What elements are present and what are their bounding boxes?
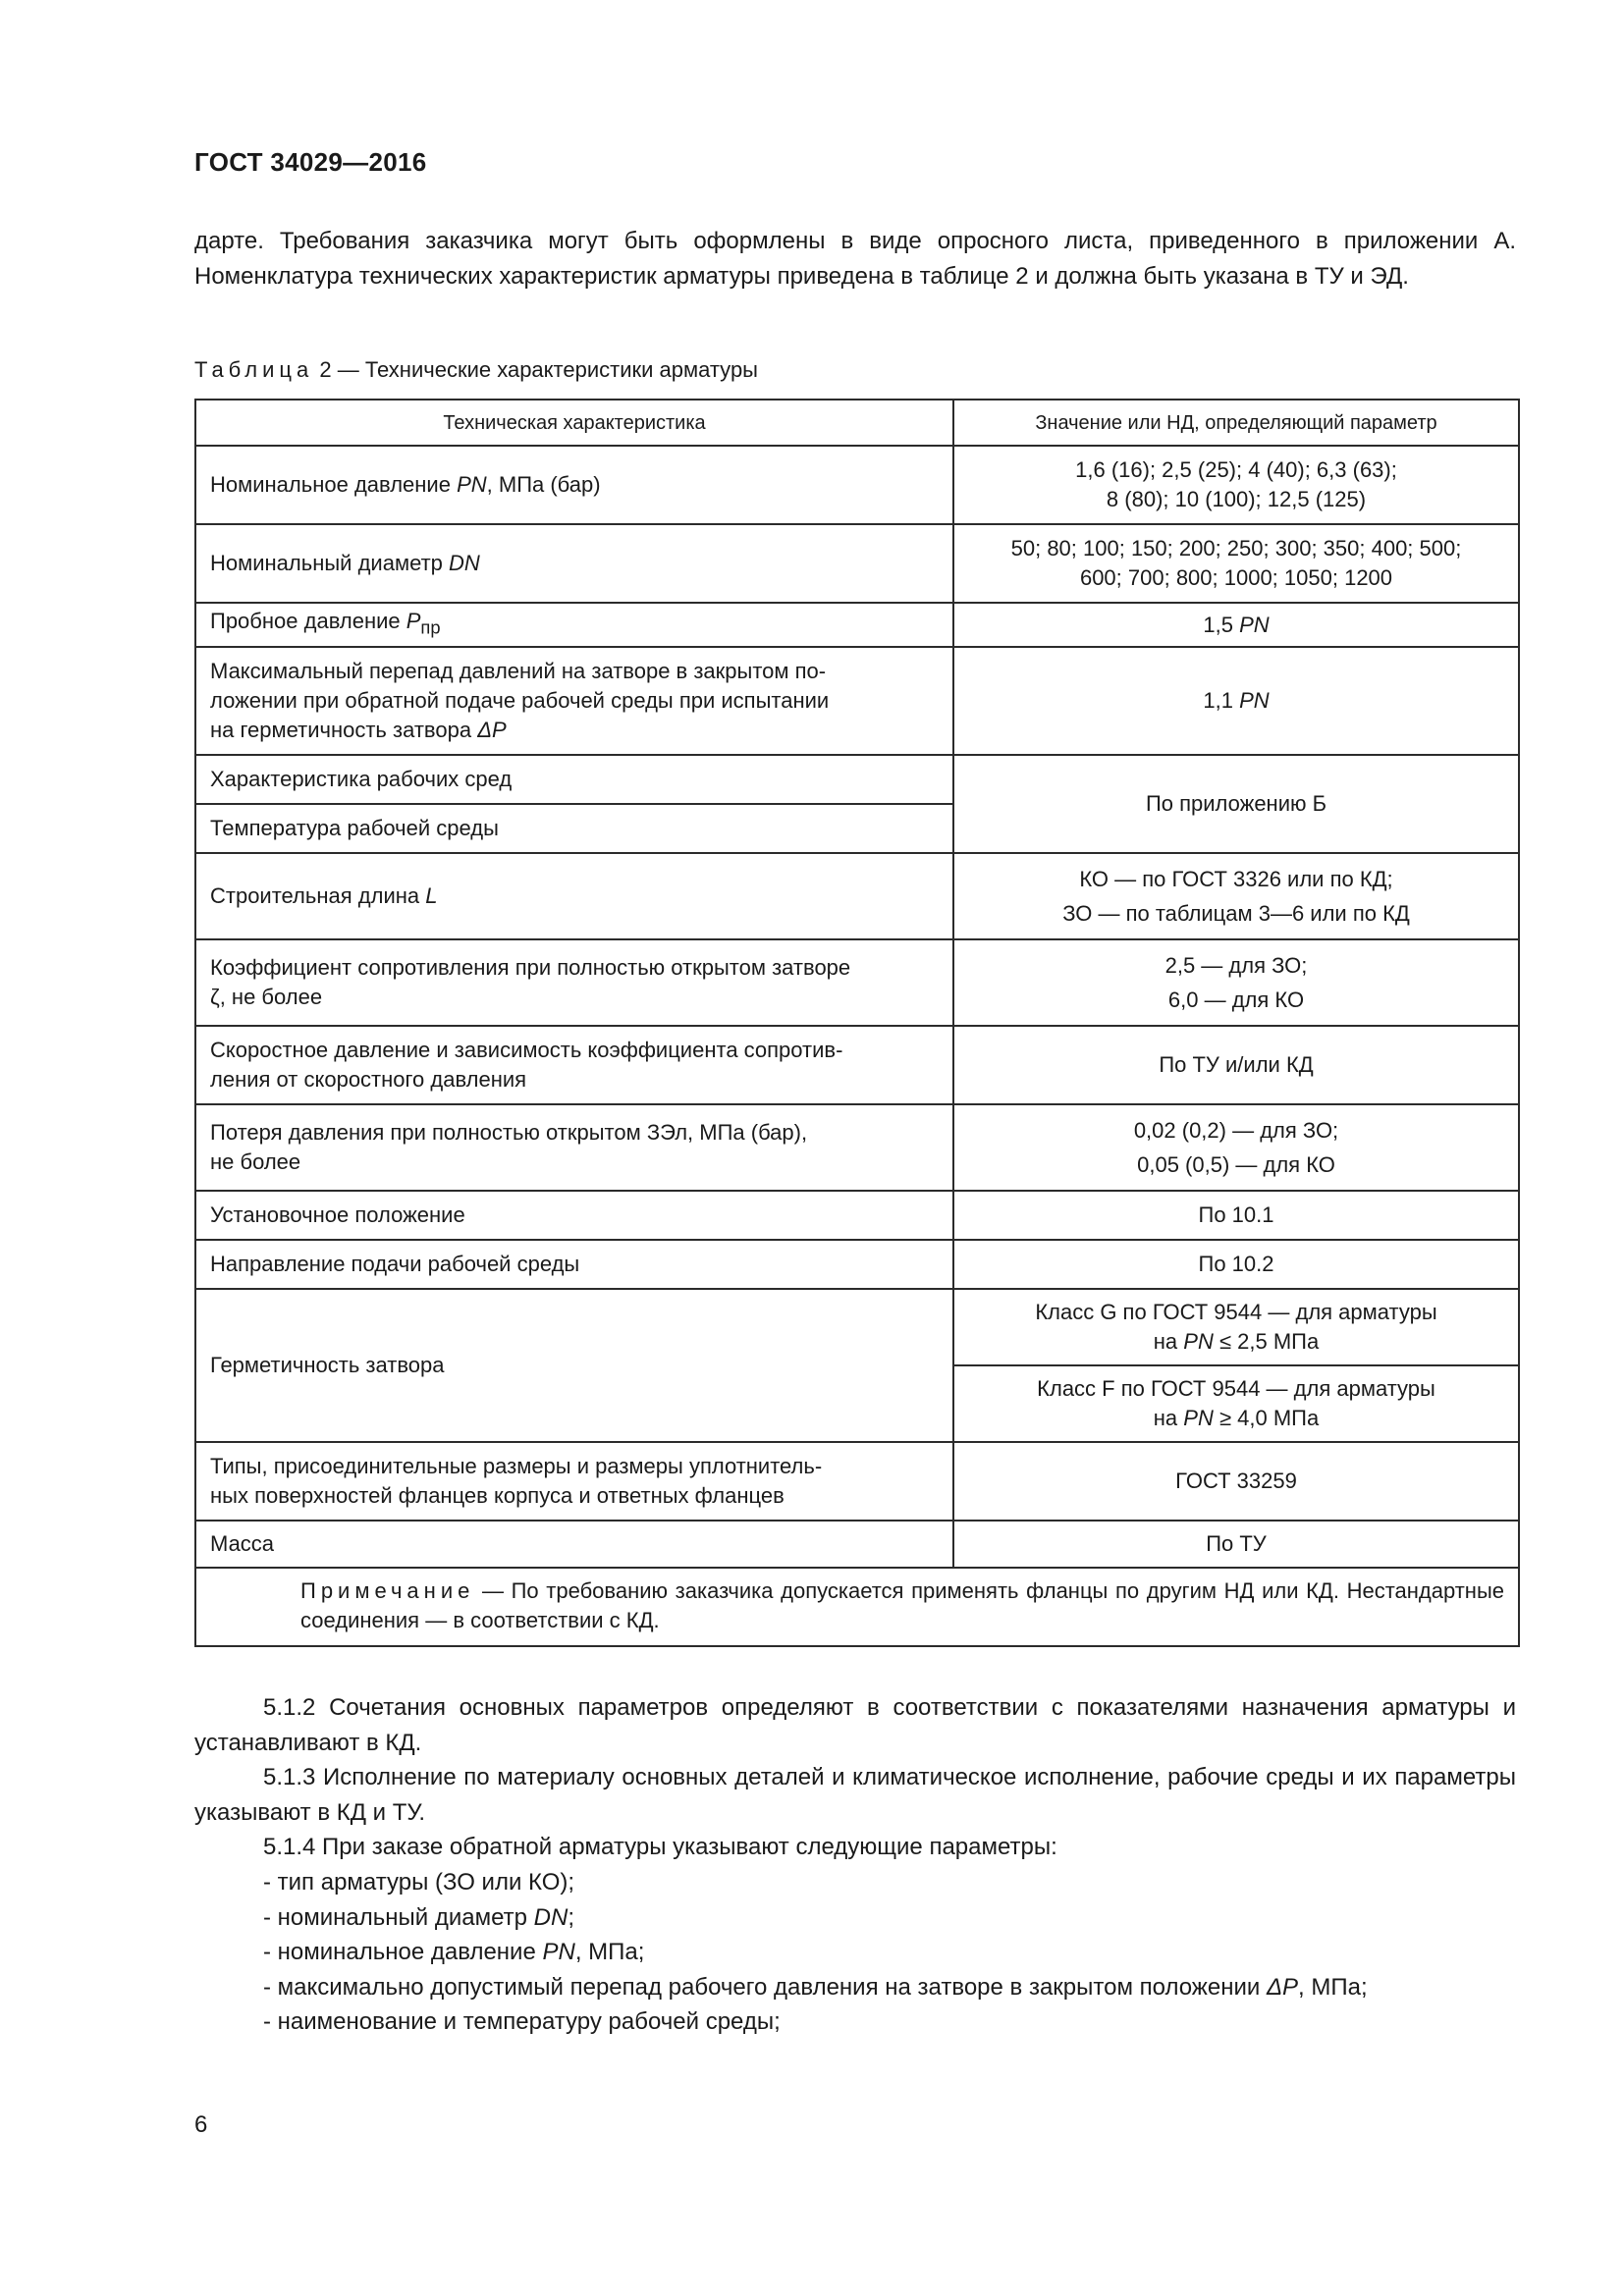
cell-text: ≥ 4,0 МПа xyxy=(1213,1406,1320,1430)
list-item xyxy=(194,1900,1516,1936)
table-caption-label: Таблица xyxy=(194,357,314,382)
cell-symbol: PN xyxy=(1239,688,1270,713)
row-characteristic: Характеристика рабочих сред xyxy=(195,755,953,804)
cell-text: на xyxy=(1153,1406,1184,1430)
row-characteristic: Герметичность затвора xyxy=(195,1289,953,1442)
cell-text: Скоростное давление и зависимость коэффициента сопротив- xyxy=(210,1038,843,1062)
row-characteristic: Масса xyxy=(195,1521,953,1568)
table-row xyxy=(195,1521,1519,1568)
spec-table xyxy=(194,399,1520,1647)
cell-symbol: PN xyxy=(457,472,487,497)
table-row xyxy=(195,1289,1519,1365)
row-characteristic: Направление подачи рабочей среды xyxy=(195,1240,953,1289)
row-value: По 10.1 xyxy=(953,1191,1519,1240)
cell-text: 1,5 xyxy=(1203,612,1240,637)
cell-text: Класс G по ГОСТ 9544 — для арматуры xyxy=(1035,1300,1437,1324)
list-text: , МПа; xyxy=(1298,1973,1368,2001)
row-characteristic xyxy=(195,647,953,755)
page-number: 6 xyxy=(194,2111,208,2138)
cell-text: , МПа (бар) xyxy=(486,472,601,497)
list-text: - номинальное давление xyxy=(263,1939,543,1966)
cell-symbol: P xyxy=(406,609,421,634)
row-characteristic xyxy=(195,1026,953,1104)
cell-symbol: ΔP xyxy=(477,718,507,742)
cell-text: Номинальное давление xyxy=(210,472,458,497)
table-row xyxy=(195,939,1519,1026)
cell-text: Потеря давления при полностью открытом ЗЭл, МПа (бар), xyxy=(210,1120,808,1145)
row-value: По ТУ и/или КД xyxy=(953,1026,1519,1104)
cell-text: Коэффициент сопротивления при полностью открытом затворе xyxy=(210,955,851,980)
row-value xyxy=(953,1365,1519,1442)
cell-text: Типы, присоединительные размеры и размеры уплотнитель- xyxy=(210,1454,823,1478)
row-value xyxy=(953,1104,1519,1191)
table-row xyxy=(195,446,1519,524)
list-symbol: DN xyxy=(533,1903,568,1931)
list-item xyxy=(194,1935,1516,1970)
table-row xyxy=(195,647,1519,755)
row-value xyxy=(953,603,1519,647)
note-paragraph xyxy=(210,1576,1504,1635)
cell-subscript: пр xyxy=(420,616,441,638)
body-section xyxy=(194,1690,1516,2040)
cell-text: 0,05 (0,5) — для КО xyxy=(1137,1152,1335,1177)
cell-text: не более xyxy=(210,1149,301,1174)
row-value xyxy=(953,1289,1519,1365)
row-characteristic xyxy=(195,1442,953,1521)
col-header-value: Значение или НД, определяющий параметр xyxy=(953,400,1519,446)
cell-text: Строительная длина xyxy=(210,883,426,908)
table-caption-text: 2 — Технические характеристики арматуры xyxy=(319,357,758,382)
note-text: — По требованию заказчика допускается применять фланцы по другим НД или КД. Нестандартные соединения — в соответствии с КД. xyxy=(300,1578,1504,1632)
cell-text: 0,02 (0,2) — для ЗО; xyxy=(1133,1118,1339,1143)
cell-symbol: PN xyxy=(1183,1329,1214,1354)
table-row xyxy=(195,603,1519,647)
cell-text: Номинальный диаметр xyxy=(210,551,449,575)
cell-text: ζ, не более xyxy=(210,985,323,1009)
row-value xyxy=(953,524,1519,603)
cell-text: Класс F по ГОСТ 9544 — для арматуры xyxy=(1037,1376,1435,1401)
paragraph-5-1-4: 5.1.4 При заказе обратной арматуры указывают следующие параметры: xyxy=(263,1834,1057,1861)
list-item xyxy=(194,1970,1516,2005)
row-value xyxy=(953,939,1519,1026)
cell-text: Пробное давление xyxy=(210,609,406,634)
list-text: - номинальный диаметр xyxy=(263,1903,534,1931)
list-text: , МПа; xyxy=(574,1939,645,1966)
list-symbol: PN xyxy=(542,1939,575,1966)
row-characteristic xyxy=(195,446,953,524)
cell-text: на xyxy=(1153,1329,1184,1354)
row-value: По ТУ xyxy=(953,1521,1519,1568)
cell-text: 2,5 — для ЗО; xyxy=(1164,953,1308,978)
table-row xyxy=(195,1191,1519,1240)
list-text: ; xyxy=(568,1903,575,1931)
cell-symbol: PN xyxy=(1183,1406,1214,1430)
cell-text: ≤ 2,5 МПа xyxy=(1213,1329,1320,1354)
row-value: По 10.2 xyxy=(953,1240,1519,1289)
cell-text: ложении при обратной подаче рабочей среды при испытании xyxy=(210,688,830,713)
list-item: - тип арматуры (ЗО или КО); xyxy=(263,1868,575,1896)
list-text: - максимально допустимый перепад рабочего давления на затворе в закрытом положении xyxy=(263,1973,1267,2001)
cell-text: ления от скоростного давления xyxy=(210,1067,527,1092)
cell-text: 50; 80; 100; 150; 200; 250; 300; 350; 400; 500; xyxy=(1010,536,1462,561)
row-characteristic xyxy=(195,603,953,647)
table-row xyxy=(195,755,1519,804)
row-value: По приложению Б xyxy=(953,755,1519,853)
cell-symbol: L xyxy=(425,883,438,908)
table-row xyxy=(195,1240,1519,1289)
row-characteristic xyxy=(195,1104,953,1191)
cell-text: ЗО — по таблицам 3—6 или по КД xyxy=(1062,901,1410,926)
cell-text: Максимальный перепад давлений на затворе в закрытом по- xyxy=(210,659,827,683)
table-row xyxy=(195,524,1519,603)
table-caption xyxy=(194,357,758,383)
note-label: Примечание xyxy=(300,1578,475,1603)
table-header-row xyxy=(195,400,1519,446)
document-header: ГОСТ 34029—2016 xyxy=(194,147,427,177)
cell-text: на герметичность затвора xyxy=(210,718,478,742)
cell-text: КО — по ГОСТ 3326 или по КД; xyxy=(1079,867,1393,891)
table-row xyxy=(195,1442,1519,1521)
cell-text: 8 (80); 10 (100); 12,5 (125) xyxy=(1106,487,1367,511)
row-value xyxy=(953,853,1519,939)
row-characteristic: Температура рабочей среды xyxy=(195,804,953,853)
cell-text: 600; 700; 800; 1000; 1050; 1200 xyxy=(1079,565,1393,590)
row-characteristic xyxy=(195,939,953,1026)
table-row xyxy=(195,1104,1519,1191)
row-value xyxy=(953,647,1519,755)
cell-text: 6,0 — для КО xyxy=(1167,988,1305,1012)
col-header-characteristic: Техническая характеристика xyxy=(195,400,953,446)
table-row xyxy=(195,1026,1519,1104)
cell-text: ных поверхностей фланцев корпуса и ответных фланцев xyxy=(210,1483,785,1508)
cell-symbol: DN xyxy=(449,551,480,575)
row-characteristic xyxy=(195,524,953,603)
paragraph-5-1-3: 5.1.3 Исполнение по материалу основных деталей и климатическое исполнение, рабочие среды и их параметры указывают в КД и ТУ. xyxy=(194,1764,1516,1826)
cell-text: 1,1 xyxy=(1203,688,1240,713)
row-value: ГОСТ 33259 xyxy=(953,1442,1519,1521)
cell-text: 1,6 (16); 2,5 (25); 4 (40); 6,3 (63); xyxy=(1075,457,1397,482)
intro-paragraph: дарте. Требования заказчика могут быть оформлены в виде опросного листа, приведенного в приложении А. Номенклатура технических характеристик арматуры приведена в таблице 2 и должна быть указана в ТУ и ЭД. xyxy=(194,228,1516,290)
row-characteristic: Установочное положение xyxy=(195,1191,953,1240)
row-value xyxy=(953,446,1519,524)
table-note-row xyxy=(195,1568,1519,1646)
table-note xyxy=(195,1568,1519,1646)
list-symbol: ΔP xyxy=(1266,1973,1299,2001)
row-characteristic xyxy=(195,853,953,939)
list-item: - наименование и температуру рабочей среды; xyxy=(263,2008,781,2036)
table-row xyxy=(195,853,1519,939)
cell-symbol: PN xyxy=(1239,612,1270,637)
paragraph-5-1-2: 5.1.2 Сочетания основных параметров определяют в соответствии с показателями назначения арматуры и устанавливают в КД. xyxy=(194,1694,1516,1756)
